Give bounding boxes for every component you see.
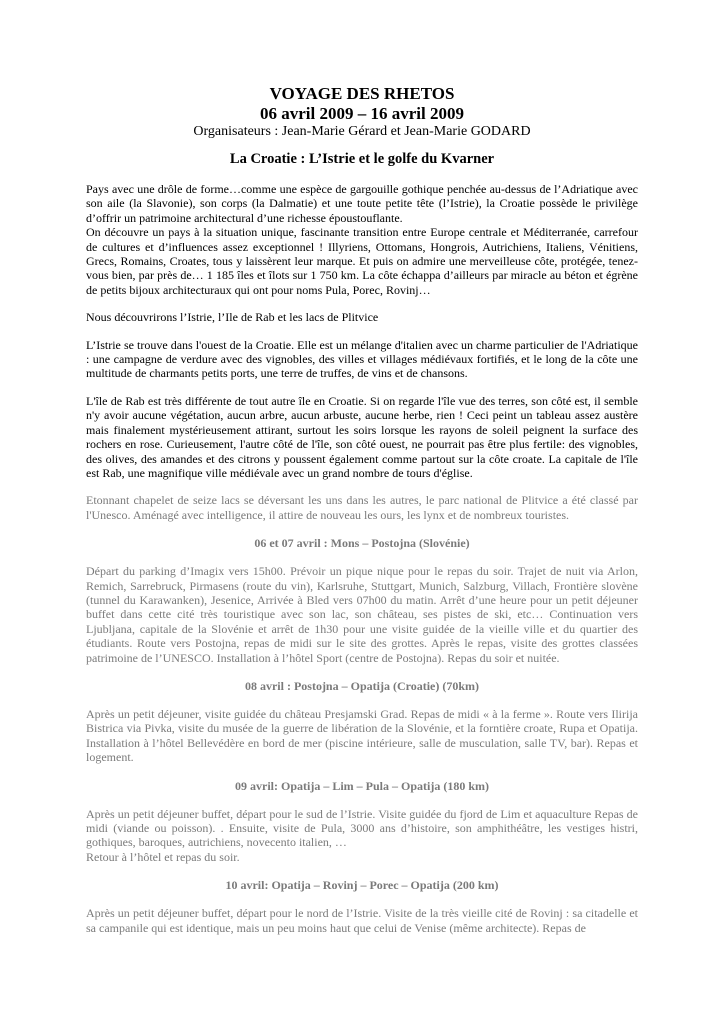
day-title-4: 10 avril: Opatija – Rovinj – Porec – Opatija (200 km) <box>225 878 499 893</box>
document-page <box>86 84 638 935</box>
document-organizers: Organisateurs : Jean-Marie Gérard et Jean-Marie GODARD <box>193 124 531 139</box>
rab-paragraph: L'île de Rab est très différente de tout autre île en Croatie. Si on regarde l'île vue des terres, son côté est, il semble n'y avoir aucune végétation, aucun arbre, aucun arbuste, aucune herbe, rien ! Ceci peint un tableau assez austère mais finalement mystérieusement attirant, surtout les soirs lorsque les rayons de soleil peignent la surface des rochers en rose. Curieusement, l'autre côté de l'île, son côté ouest, ne pourrait pas être plus fertile: des vignobles, des olives, des amandes et des citrons y poussent également comme partout sur la côte croate. La capitale de l'île est Rab, une magnifique ville médiévale avec un grand nombre de tours d'église. <box>86 393 638 480</box>
day-title-2: 08 avril : Postojna – Opatija (Croatie) (70km) <box>244 678 480 693</box>
day-text-1: Départ du parking d’Imagix vers 15h00. Prévoir un pique nique pour le repas du soir. Trajet de nuit via Arlon, Remich, Sarrebruck, Pirmasens (route du vin), Karlsruhe, Stuttgart, Munich, Salzburg, Villach, Frontière slovène (tunnel du Karawanken), Jesenice, Arrivée à Bled vers 07h00 du matin. Arrêt d’une heure pour un petit déjeuner buffet dans cette cité très touristique avec son lac, son château, ses pistes de ski, etc… Continuation vers Ljubljana, capitale de la Slovénie et arrêt de 1h30 pour une visite guidée de la vieille ville et du quartier des étudiants. Route vers Postojna, repas de midi sur le site des grottes. Après le repas, visite des grottes classées patrimoine de l’UNESCO. Installation à l’hôtel Sport (centre de Postojna). Repas du soir et nuitée. <box>86 564 638 665</box>
day-title-3: 09 avril: Opatija – Lim – Pula – Opatija (180 km) <box>235 778 489 793</box>
plitvice-paragraph: Etonnant chapelet de seize lacs se déversant les uns dans les autres, le parc national de Plitvice a été classé par l'Unesco. Aménagé avec intelligence, il attire de nouveau les ours, les lynx et de nombreux touristes. <box>86 493 638 522</box>
intro-paragraph-1: Pays avec une drôle de forme…comme une espèce de gargouille gothique penchée au-dessus de l’Adriatique avec son aile (la Slavonie), son corps (la Dalmatie) et une toute petite tête (l’Istrie), la Croatie possède le privilège d’offrir un patrimoine architectural d’une richesse époustouflante. <box>86 182 638 225</box>
intro-paragraph-3: Nous découvrirons l’Istrie, l’Ile de Rab et les lacs de Plitvice <box>86 310 379 325</box>
day-text-3-return: Retour à l’hôtel et repas du soir. <box>86 849 240 864</box>
day-text-2: Après un petit déjeuner, visite guidée du château Presjamski Grad. Repas de midi « à la ferme ». Route vers Ilirija Bistrica via Pivka, visite du musée de la guerre de libération de la Slovénie, et la forntière croate, Rupa et Opatija. Installation à l’hôtel Bellevédère en bord de mer (piscine intérieure, salle de musculation, salle TV, bar). Repas et logement. <box>86 706 638 765</box>
day-text-4: Après un petit déjeuner buffet, départ pour le nord de l’Istrie. Visite de la très vieille cité de Rovinj : sa citadelle et sa campanile qui est identique, mais un peu moins haut que celui de Venise (même architecte). Repas de <box>86 906 638 935</box>
day-title-1: 06 et 07 avril : Mons – Postojna (Slovénie) <box>254 536 470 551</box>
document-dates: 06 avril 2009 – 16 avril 2009 <box>260 104 464 123</box>
day-text-3: Après un petit déjeuner buffet, départ pour le sud de l’Istrie. Visite guidée du fjord de Lim et aquaculture Repas de midi (viande ou poisson). . Ensuite, visite de Pula, 3000 ans d’histoire, son amphithéâtre, les vestiges histri, gothiques, baroques, autrichiens, novecento italien, … <box>86 806 638 850</box>
section-title: La Croatie : L’Istrie et le golfe du Kvarner <box>229 151 495 167</box>
intro-paragraph-2: On découvre un pays à la situation unique, fascinante transition entre Europe centrale et Méditerranée, carrefour de cultures et d’influences assez exceptionnel ! Illyriens, Ottomans, Hongrois, Autrichiens, Italiens, Vénitiens, Grecs, Romains, Croates, tous y laissèrent leur marque. Et puis on admire une merveilleuse côte, protégée, tenez-vous bien, par près de… 1 185 îles et îlots sur 1 750 km. La côte échappa d’ailleurs par miracle au béton et égrène de petits bijoux architecturaux qui ont pour noms Pula, Porec, Rovinj… <box>86 225 638 297</box>
istrie-paragraph: L’Istrie se trouve dans l'ouest de la Croatie. Elle est un mélange d'italien avec un charme particulier de l'Adriatique : une campagne de verdure avec des vignobles, des villes et villages médiévaux fortifiés, et le long de la côte une multitude de charmants petits ports, une terre de truffes, de vins et de chansons. <box>86 337 638 381</box>
document-title: VOYAGE DES RHETOS <box>269 84 455 103</box>
